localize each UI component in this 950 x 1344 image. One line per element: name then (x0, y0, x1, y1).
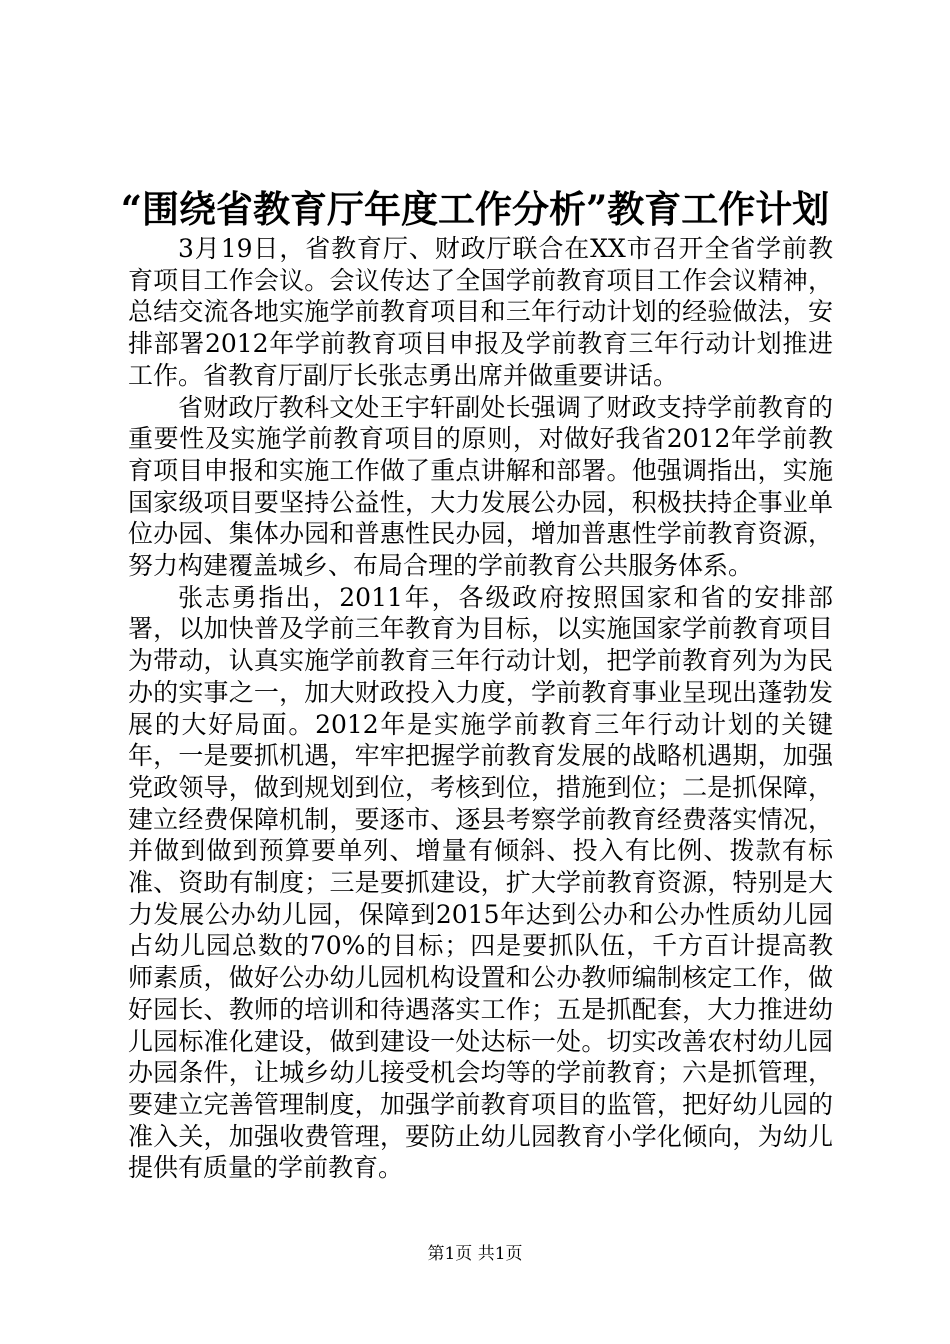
document-body (128, 233, 833, 1184)
page-number-footer: 第1页 共1页 (427, 1244, 523, 1264)
document-title: “围绕省教育厅年度工作分析”教育工作计划 (120, 187, 830, 231)
paragraph-3: 张志勇指出，2011年，各级政府按照国家和省的安排部署，以加快普及学前三年教育为目标，以实施国家学前教育项目为带动，认真实施学前教育三年行动计划，把学前教育列为为民办的实事之一，加大财政投入力度，学前教育事业呈现出蓬勃发展的大好局面。2012年是实施学前教育三年行动计划的关键年，一是要抓机遇，牢牢把握学前教育发展的战略机遇期，加强党政领导，做到规划到位，考核到位，措施到位；二是抓保障，建立经费保障机制，要逐市、逐县考察学前教育经费落实情况，并做到做到预算要单列、增量有倾斜、投入有比例、拨款有标准、资助有制度；三是要抓建设，扩大学前教育资源，特别是大力发展公办幼儿园，保障到2015年达到公办和公办性质幼儿园占幼儿园总数的70%的目标；四是要抓队伍，千方百计提高教师素质，做好公办幼儿园机构设置和公办教师编制核定工作，做好园长、教师的培训和待遇落实工作；五是抓配套，大力推进幼儿园标准化建设，做到建设一处达标一处。切实改善农村幼儿园办园条件，让城乡幼儿接受机会均等的学前教育；六是抓管理，要建立完善管理制度，加强学前教育项目的监管，把好幼儿园的准入关，加强收费管理，要防止幼儿园教育小学化倾向，为幼儿提供有质量的学前教育。 (128, 582, 833, 1183)
paragraph-1: 3月19日，省教育厅、财政厅联合在XX市召开全省学前教育项目工作会议。会议传达了全国学前教育项目工作会议精神，总结交流各地实施学前教育项目和三年行动计划的经验做法，安排部署2012年学前教育项目申报及学前教育三年行动计划推进工作。省教育厅副厅长张志勇出席并做重要讲话。 (128, 234, 833, 390)
paragraph-2: 省财政厅教科文处王宇轩副处长强调了财政支持学前教育的重要性及实施学前教育项目的原则，对做好我省2012年学前教育项目申报和实施工作做了重点讲解和部署。他强调指出，实施国家级项目要坚持公益性，大力发展公办园，积极扶持企事业单位办园、集体办园和普惠性民办园，增加普惠性学前教育资源，努力构建覆盖城乡、布局合理的学前教育公共服务体系。 (128, 392, 833, 581)
